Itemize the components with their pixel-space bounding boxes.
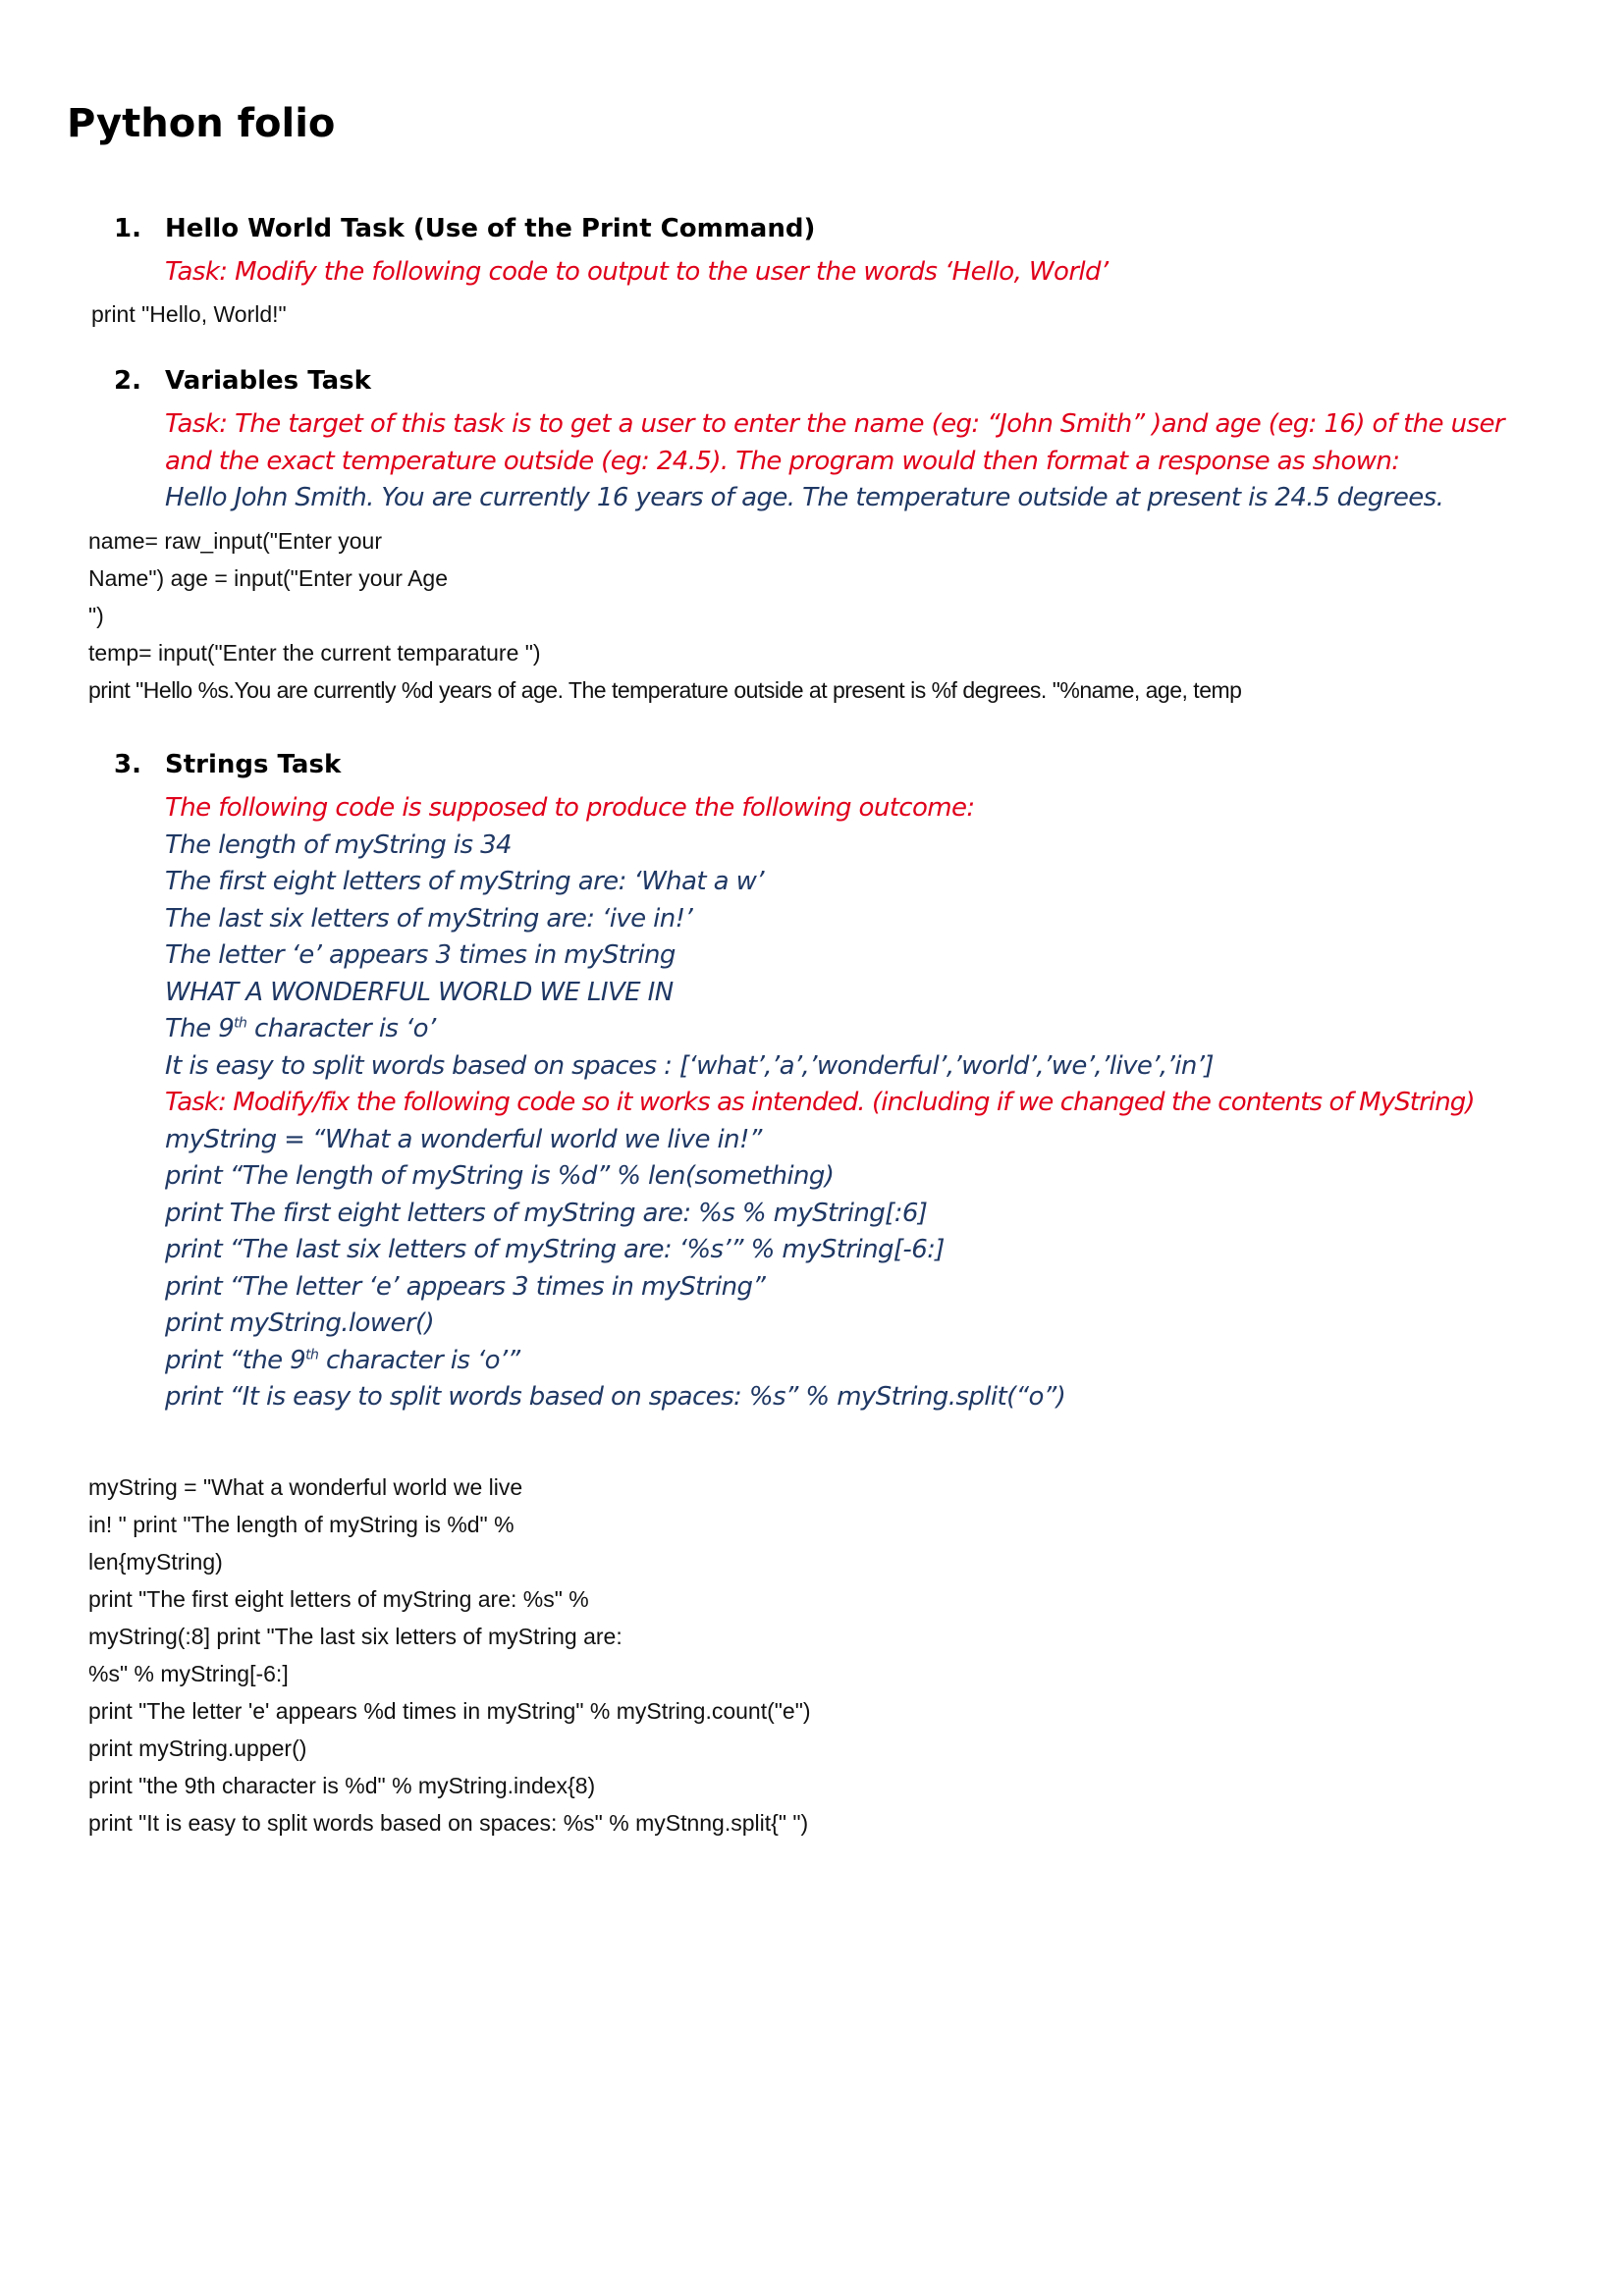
section-2-number: 2. <box>114 366 141 396</box>
task-line: and the exact temperature outside (eg: 24.5). The program would then format a response as shown: <box>165 446 1400 476</box>
code-line: ") <box>88 603 104 628</box>
outcome-split-line: It is easy to split words based on spaces : [‘what’,’a’,’wonderful’,’world’,’we’,’live’,’in’] <box>165 1050 1214 1081</box>
section-3-code <box>88 1468 811 1842</box>
task-line: Task: Modify/fix the following code so it works as intended. (including if we changed the contents of MyString) <box>165 1088 1475 1117</box>
section-1-title: Hello World Task (Use of the Print Command) <box>165 214 816 243</box>
section-2-task <box>165 406 1504 517</box>
section-3-body <box>165 790 1475 1416</box>
listing-line: print “The last six letters of myString are: ‘%s’” % myString[-6:] <box>165 1235 945 1264</box>
section-1-number: 1. <box>114 214 141 243</box>
code-line: print "It is easy to split words based on spaces: %s" % myStnng.split{" ") <box>88 1810 809 1836</box>
section-1-code <box>91 295 287 333</box>
section-2-title: Variables Task <box>165 366 371 396</box>
outcome-line: The length of myString is 34 <box>165 829 512 860</box>
listing-ninth-superscript: th <box>305 1346 319 1362</box>
outcome-line: The last six letters of myString are: ‘ive in!’ <box>165 903 693 934</box>
section-1-heading <box>114 214 815 244</box>
code-line: print "The first eight letters of myString are: %s" % <box>88 1586 589 1612</box>
task-line: Task: Modify the following code to output to the user the words ‘Hello, World’ <box>165 257 1109 287</box>
ninth-prefix: The 9 <box>165 1014 235 1043</box>
outcome-line: The letter ‘e’ appears 3 times in myString <box>165 940 676 970</box>
section-3-title: Strings Task <box>165 750 342 779</box>
ninth-superscript: th <box>234 1015 247 1032</box>
listing-line: print “The letter ‘e’ appears 3 times in myString” <box>165 1271 766 1302</box>
listing-line: print myString.lower() <box>165 1308 435 1338</box>
code-line: temp= input("Enter the current temparature ") <box>88 640 541 666</box>
section-3-heading <box>114 750 341 780</box>
listing-line: print “The length of myString is %d” % len(something) <box>165 1161 835 1191</box>
code-line: print "Hello %s.You are currently %d years of age. The temperature outside at present is %f degrees. "%name, age, temp <box>88 677 1242 703</box>
code-line: print "Hello, World!" <box>91 301 287 327</box>
code-line: print "The letter 'e' appears %d times in myString" % myString.count("e") <box>88 1698 811 1724</box>
code-line: print "the 9th character is %d" % myString.index{8) <box>88 1773 596 1798</box>
section-1-task <box>165 254 1109 292</box>
listing-ninth-line <box>165 1343 1475 1380</box>
listing-line: print The first eight letters of myString are: %s % myString[:6] <box>165 1198 928 1228</box>
listing-ninth-prefix: print “the 9 <box>165 1345 306 1375</box>
outcome-ninth-line <box>165 1011 1475 1048</box>
task-line: Task: The target of this task is to get a user to enter the name (eg: “John Smith” )and age (eg: 16) of the user <box>165 409 1504 439</box>
code-line: print myString.upper() <box>88 1735 307 1761</box>
code-line: in! " print "The length of myString is %d" % <box>88 1512 514 1537</box>
code-line: myString = "What a wonderful world we live <box>88 1474 523 1500</box>
listing-line: print “It is easy to split words based on spaces: %s” % myString.split(“o”) <box>165 1382 1066 1412</box>
outcome-line: The first eight letters of myString are: ‘What a w’ <box>165 867 764 896</box>
code-line: Name") age = input("Enter your Age <box>88 565 449 591</box>
ninth-suffix: character is ‘o’ <box>246 1014 436 1043</box>
section-2-code <box>88 522 1241 709</box>
intro-line: The following code is supposed to produce the following outcome: <box>165 793 975 823</box>
section-3-number: 3. <box>114 750 141 779</box>
outcome-line: WHAT A WONDERFUL WORLD WE LIVE IN <box>165 977 674 1007</box>
listing-line: myString = “What a wonderful world we live in!” <box>165 1124 762 1154</box>
example-output-line: Hello John Smith. You are currently 16 years of age. The temperature outside at present is 24.5 degrees. <box>165 483 1444 512</box>
code-line: myString(:8] print "The last six letters of myString are: <box>88 1624 623 1649</box>
code-line: len{myString) <box>88 1549 223 1575</box>
section-2-heading <box>114 366 371 397</box>
listing-ninth-suffix: character is ‘o’” <box>318 1345 520 1375</box>
code-line: name= raw_input("Enter your <box>88 528 383 554</box>
page-title: Python folio <box>67 101 336 146</box>
code-line: %s" % myString[-6:] <box>88 1661 289 1686</box>
